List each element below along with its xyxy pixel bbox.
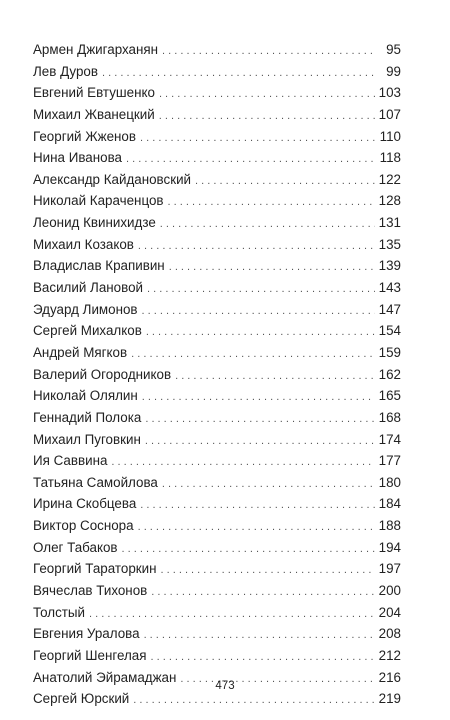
toc-entry-name: Ирина Скобцева xyxy=(33,496,137,512)
toc-entry xyxy=(33,493,401,515)
dot-leader xyxy=(168,192,375,214)
table-of-contents xyxy=(33,39,401,710)
toc-entry xyxy=(33,623,401,645)
toc-entry-page: 174 xyxy=(378,431,401,447)
toc-entry-page: 139 xyxy=(378,258,401,274)
toc-entry-name: Николай Караченцов xyxy=(33,193,164,209)
toc-entry-page: 177 xyxy=(378,453,401,469)
dot-leader xyxy=(161,560,375,582)
toc-entry-name: Вячеслав Тихонов xyxy=(33,583,148,599)
toc-entry-name: Сергей Юрский xyxy=(33,691,130,707)
dot-leader xyxy=(102,63,375,85)
toc-entry-page: 168 xyxy=(378,409,401,425)
toc-entry xyxy=(33,299,401,321)
toc-entry-name: Георгий Тараторкин xyxy=(33,561,157,577)
toc-entry-name: Евгения Уралова xyxy=(33,626,140,642)
toc-entry xyxy=(33,364,401,386)
dot-leader xyxy=(195,171,375,193)
toc-entry xyxy=(33,407,401,429)
dot-leader xyxy=(146,322,375,344)
toc-entry xyxy=(33,82,401,104)
dot-leader xyxy=(145,431,375,453)
toc-entry-page: 103 xyxy=(378,85,401,101)
toc-entry-page: 180 xyxy=(378,474,401,490)
dot-leader xyxy=(159,84,375,106)
toc-entry xyxy=(33,277,401,299)
toc-entry-page: 219 xyxy=(378,691,401,707)
dot-leader xyxy=(89,604,375,626)
toc-entry-page: 110 xyxy=(379,128,401,144)
toc-entry-name: Сергей Михалков xyxy=(33,323,142,339)
toc-entry-page: 162 xyxy=(378,366,401,382)
toc-entry-page: 212 xyxy=(378,647,401,663)
toc-entry-name: Геннадий Полока xyxy=(33,409,142,425)
dot-leader xyxy=(142,387,375,409)
dot-leader xyxy=(160,214,375,236)
toc-entry-name: Виктор Соснора xyxy=(33,518,134,534)
dot-leader xyxy=(150,647,374,669)
toc-entry xyxy=(33,190,401,212)
toc-entry-name: Армен Джигарханян xyxy=(33,42,159,57)
toc-entry-name: Лев Дуров xyxy=(33,63,98,79)
toc-entry-page: 184 xyxy=(378,496,401,512)
toc-entry xyxy=(33,472,401,494)
toc-entry-name: Василий Лановой xyxy=(33,280,144,296)
dot-leader xyxy=(151,582,374,604)
toc-entry-name: Нина Иванова xyxy=(33,150,123,166)
toc-entry xyxy=(33,320,401,342)
toc-entry-name: Георгий Жженов xyxy=(33,128,136,144)
toc-entry-page: 118 xyxy=(379,150,401,166)
toc-entry-page: 107 xyxy=(378,106,401,122)
toc-entry-page: 194 xyxy=(378,539,401,555)
toc-entry xyxy=(33,342,401,364)
dot-leader xyxy=(140,495,374,517)
dot-leader xyxy=(147,279,375,301)
toc-entry-name: Ия Саввина xyxy=(33,453,108,469)
dot-leader xyxy=(159,106,375,128)
dot-leader xyxy=(133,690,374,712)
toc-entry xyxy=(33,537,401,559)
toc-entry xyxy=(33,212,401,234)
toc-entry-name: Михаил Пуговкин xyxy=(33,431,141,447)
toc-entry-name: Михаил Козаков xyxy=(33,236,134,252)
toc-entry-name: Валерий Огородников xyxy=(33,366,172,382)
toc-entry xyxy=(33,169,401,191)
toc-entry-page: 135 xyxy=(378,236,401,252)
toc-entry xyxy=(33,39,401,61)
toc-entry-name: Николай Олялин xyxy=(33,388,138,404)
toc-entry-page: 122 xyxy=(378,171,401,187)
toc-entry-page: 154 xyxy=(378,323,401,339)
toc-entry-page: 216 xyxy=(378,669,401,685)
toc-entry xyxy=(33,580,401,602)
toc-entry-name: Андрей Мягков xyxy=(33,344,128,360)
toc-entry-page: 99 xyxy=(386,63,401,79)
toc-entry-page: 131 xyxy=(378,215,401,231)
toc-entry xyxy=(33,645,401,667)
toc-entry-page: 165 xyxy=(378,388,401,404)
toc-entry xyxy=(33,385,401,407)
toc-entry-name: Олег Табаков xyxy=(33,539,118,555)
dot-leader xyxy=(138,236,375,258)
toc-entry-page: 95 xyxy=(386,42,401,57)
dot-leader xyxy=(126,149,375,171)
dot-leader xyxy=(131,344,375,366)
toc-entry-page: 143 xyxy=(378,280,401,296)
toc-entry-page: 128 xyxy=(378,193,401,209)
toc-entry-name: Леонид Квинихидзе xyxy=(33,215,156,231)
toc-entry xyxy=(33,558,401,580)
toc-entry-page: 200 xyxy=(378,583,401,599)
dot-leader xyxy=(169,257,375,279)
dot-leader xyxy=(175,366,375,388)
dot-leader xyxy=(138,517,375,539)
toc-entry xyxy=(33,234,401,256)
toc-entry xyxy=(33,61,401,83)
dot-leader xyxy=(144,625,375,647)
page-number: 473 xyxy=(215,680,235,692)
toc-entry-page: 208 xyxy=(378,626,401,642)
toc-entry-name: Эдуард Лимонов xyxy=(33,301,138,317)
toc-entry-page: 197 xyxy=(378,561,401,577)
toc-entry xyxy=(33,126,401,148)
toc-entry-page: 188 xyxy=(378,518,401,534)
toc-entry-page: 204 xyxy=(378,604,401,620)
dot-leader xyxy=(140,128,375,150)
toc-entry xyxy=(33,255,401,277)
toc-entry-name: Михаил Жванецкий xyxy=(33,106,155,122)
toc-entry-name: Анатолий Эйрамаджан xyxy=(33,669,177,685)
dot-leader xyxy=(142,301,375,323)
toc-entry-name: Евгений Евтушенко xyxy=(33,85,155,101)
toc-entry-name: Толстый xyxy=(33,604,86,620)
toc-entry xyxy=(33,104,401,126)
toc-entry-name: Георгий Шенгелая xyxy=(33,647,147,663)
toc-entry xyxy=(33,602,401,624)
toc-entry xyxy=(33,515,401,537)
toc-entry-name: Владислав Крапивин xyxy=(33,258,165,274)
toc-entry-name: Татьяна Самойлова xyxy=(33,474,158,490)
toc-entry-page: 159 xyxy=(378,344,401,360)
dot-leader xyxy=(145,409,374,431)
toc-entry xyxy=(33,147,401,169)
toc-entry xyxy=(33,429,401,451)
toc-entry-page: 147 xyxy=(378,301,401,317)
toc-entry-name: Александр Кайдановский xyxy=(33,171,192,187)
dot-leader xyxy=(122,539,375,561)
dot-leader xyxy=(162,474,375,496)
dot-leader xyxy=(162,41,375,63)
toc-entry xyxy=(33,450,401,472)
dot-leader xyxy=(111,452,374,474)
